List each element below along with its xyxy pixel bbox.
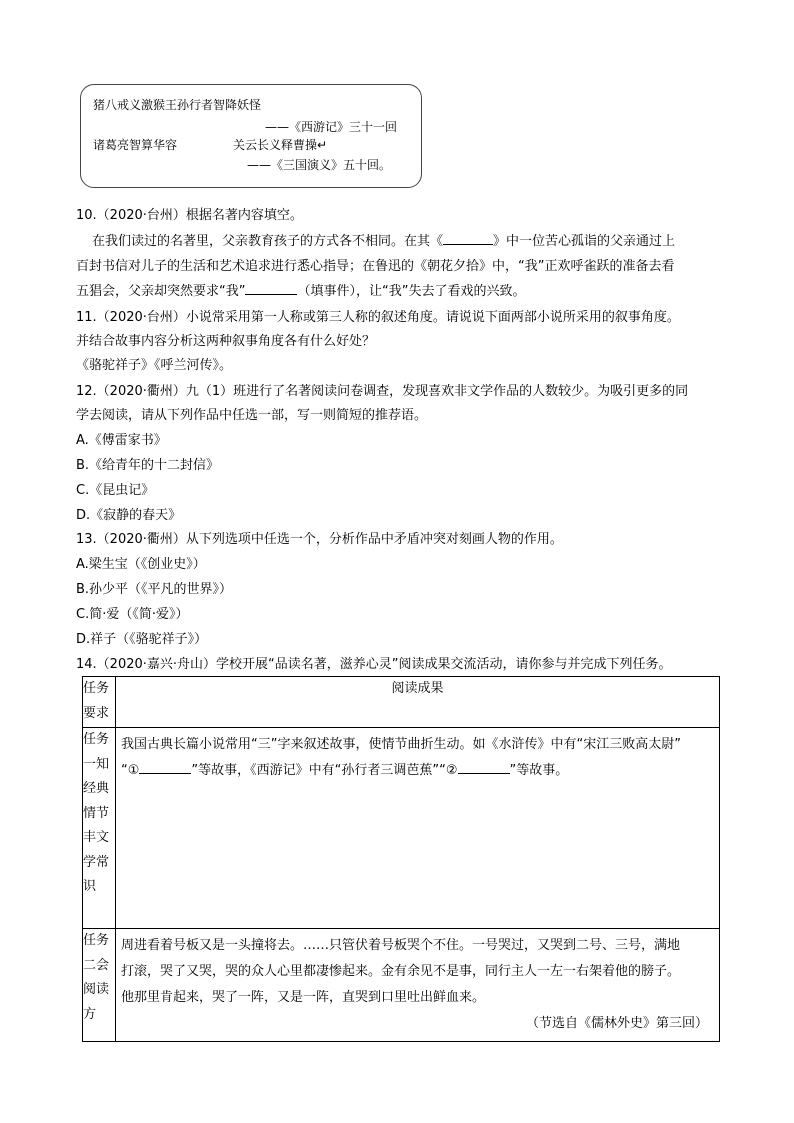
- task-1-blank-1[interactable]: [139, 761, 191, 774]
- q10-line-1: [92, 230, 675, 249]
- q12-line-2: 学去阅读，请从下列作品中任选一部，写一则简短的推荐语。: [76, 408, 428, 423]
- q10-line-3b: （填事件），让“我”失去了看戏的兴致。: [297, 284, 526, 299]
- box-line-1: 猪八戒义激猴王孙行者智降妖怪: [93, 98, 262, 112]
- q10-line-3a: 五猖会，父亲却突然要求“我”: [76, 284, 246, 299]
- task-1-line-2b: ”等故事，《西游记》中有“孙行者三调芭蕉”“②: [191, 763, 458, 778]
- q12-title: 12.（2020·衢州）九（1）班进行了名著阅读问卷调查，发现喜欢非文学作品的人数较少。为吸引更多的同: [76, 384, 689, 399]
- q10-line-1b: 》中一位苦心孤诣的父亲通过上: [493, 234, 676, 249]
- q11-title: 11.（2020·台州）小说常采用第一人称或第三人称的叙述角度。请说说下面两部小说所采用的叙事角度。: [76, 310, 680, 325]
- q10-line-1a: 在我们读过的名著里，父亲教育孩子的方式各不相同。在其《: [92, 234, 444, 249]
- task-2-line-2: 打滚，哭了又哭，哭的众人心里都凄惨起来。金有余见不是事，同行主人一左一右架着他的膀子。: [121, 964, 681, 979]
- task-2-source: （节选自《儒林外史》第三回）: [525, 1016, 708, 1031]
- table-row-task-1: [83, 728, 720, 929]
- q10-line-3: [76, 280, 525, 299]
- task-1-content: [116, 728, 720, 929]
- q12-option-c: C.《昆虫记》: [76, 483, 155, 498]
- box-line-3a: 诸葛亮智算华容: [93, 138, 178, 152]
- q11-line-2: 并结合故事内容分析这两种叙事角度各有什么好处？: [76, 334, 376, 349]
- q10-title: 10.（2020·台州）根据名著内容填空。: [76, 208, 303, 223]
- task-1-line-1: 我国古典长篇小说常用“三”字来叙述故事，使情节曲折生动。如《水浒传》中有“宋江三败高太尉”: [121, 737, 681, 752]
- task-1-line-2c: ”等故事。: [509, 763, 569, 778]
- task-1-blank-2[interactable]: [458, 761, 510, 774]
- task-2-line-1: 周进看着号板又是一头撞将去。……只管伏着号板哭个不住。一号哭过，又哭到二号、三号，满地: [121, 938, 681, 953]
- box-line-3b: 关云长义释曹操↵: [233, 138, 328, 152]
- q13-title: 13.（2020·衢州）从下列选项中任选一个，分析作品中矛盾冲突对刻画人物的作用。: [76, 532, 563, 547]
- task-1-line-2: [121, 758, 714, 784]
- box-line-2: ——《西游记》三十一回: [265, 120, 398, 134]
- task-2-content: [116, 929, 720, 1042]
- q12-option-b: B.《给青年的十二封信》: [76, 458, 220, 473]
- q12-option-a: A.《傅雷家书》: [76, 433, 167, 448]
- task-2-label: 任务二会阅读方: [83, 929, 116, 1042]
- task-2-line-3: 他那里肯起来，哭了一阵，又是一阵，直哭到口里吐出鲜血来。: [121, 990, 486, 1005]
- q10-line-2: 百封书信对儿子的生活和艺术追求进行悉心指导；在鲁迅的《朝花夕拾》中，“我”正欢呼雀跃的准备去看: [76, 259, 675, 274]
- q10-blank-2[interactable]: [245, 282, 297, 295]
- table-header-row: [83, 677, 720, 728]
- table-row-task-2: [83, 929, 720, 1042]
- q13-option-b: B.孙少平（《平凡的世界》）: [76, 582, 233, 597]
- header-task-requirement: 任务要求: [83, 677, 116, 728]
- quote-box: [80, 84, 422, 188]
- q13-option-c: C.简·爱（《简·爱》）: [76, 607, 189, 622]
- task-1-label: 任务一知经典情节丰文学常识: [83, 728, 116, 929]
- q13-option-a: A.梁生宝（《创业史》）: [76, 557, 206, 572]
- task-1-line-2a: “①: [121, 763, 140, 778]
- q14-title: 14.（2020·嘉兴·舟山）学校开展“品读名著，滋养心灵”阅读成果交流活动，请你参与并完成下列任务。: [76, 657, 672, 672]
- q14-table: [82, 676, 720, 1042]
- q11-line-3: 《骆驼祥子》《呼兰河传》。: [76, 358, 233, 373]
- q10-blank-1[interactable]: [443, 232, 493, 245]
- header-reading-results: 阅读成果: [116, 677, 720, 728]
- q13-option-d: D.祥子（《骆驼祥子》）: [76, 632, 208, 647]
- box-line-4: ——《三国演义》五十回。: [247, 158, 392, 172]
- q12-option-d: D.《寂静的春天》: [76, 508, 182, 523]
